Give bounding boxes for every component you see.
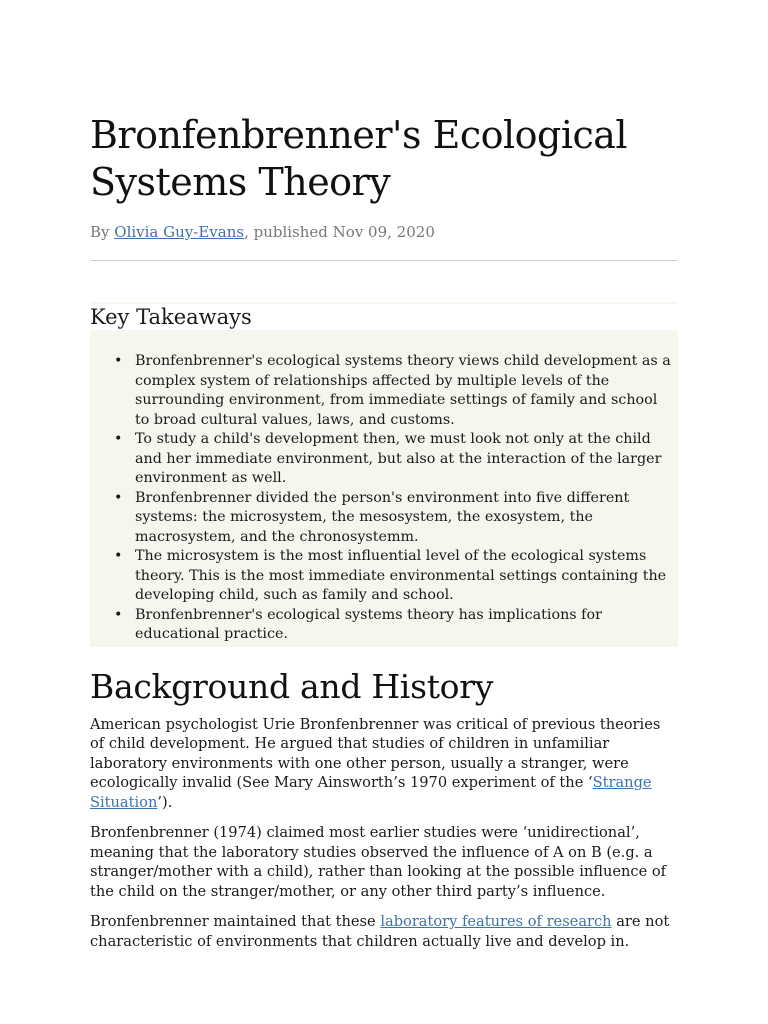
- article: [90, 112, 678, 962]
- section-heading: Background and History: [90, 666, 494, 706]
- key-takeaways-list-container: [112, 346, 678, 647]
- laboratory-features-link[interactable]: laboratory features of research: [380, 913, 612, 930]
- list-item: [112, 489, 676, 548]
- list-item-text: Bronfenbrenner's ecological systems theory has implications for educational practice.: [135, 606, 602, 642]
- bullet-icon: •: [114, 431, 123, 447]
- list-item: [112, 606, 676, 645]
- list-item: [112, 352, 676, 430]
- list-item-text: Bronfenbrenner divided the person's environment into five different systems: the microsystem, the mesosystem, the exosystem, the macrosystem, and the chronosystemm.: [135, 489, 630, 545]
- title-line-2: Systems Theory: [90, 160, 391, 204]
- byline-date: , published Nov 09, 2020: [244, 223, 435, 241]
- bullet-icon: •: [114, 606, 123, 623]
- author-link[interactable]: Olivia Guy-Evans: [114, 223, 245, 241]
- list-item-text: Bronfenbrenner's ecological systems theory views child development as a complex system of relationships affected by multiple levels of the surrounding environment, from immediate settings of family and school to broad cultural values, laws, and customs.: [135, 353, 671, 428]
- list-item-text: The microsystem is the most influential level of the ecological systems theory. This is the most immediate environmental settings containing the developing child, such as family and school.: [135, 548, 667, 603]
- key-takeaways-box: [90, 302, 678, 647]
- paragraph-3: [90, 912, 678, 951]
- paragraph-1-end: ’).: [157, 793, 173, 811]
- divider: [90, 260, 678, 261]
- list-item-text: To study a child's development then, we must look not only at the child and her immediate environment, but also at the interaction of the larger environment as well.: [135, 431, 662, 486]
- paragraph-1: [90, 715, 678, 813]
- byline-prefix: By: [90, 223, 115, 241]
- bullet-icon: •: [114, 353, 123, 369]
- bullet-icon: •: [114, 548, 123, 564]
- paragraph-3-start: Bronfenbrenner maintained that these: [90, 913, 381, 930]
- page-title: [90, 112, 678, 206]
- strange-situation-link[interactable]: Strange Situation: [90, 774, 652, 811]
- bullet-icon: •: [114, 489, 123, 506]
- paragraph-3-end: are not characteristic of environments that children actually live and develop in.: [90, 913, 670, 950]
- key-takeaways-heading: Key Takeaways: [90, 304, 678, 330]
- paragraph-2: Bronfenbrenner (1974) claimed most earlier studies were ‘unidirectional’, meaning that the laboratory studies observed the influence of A on B (e.g. a stranger/mother with a child), rather than looking at the possible influence of the child on the stranger/mother, or any other third party’s influence.: [90, 824, 667, 900]
- byline: [90, 222, 678, 242]
- title-line-1: Bronfenbrenner's Ecological: [90, 113, 628, 157]
- paragraph-1-text: American psychologist Urie Bronfenbrenner was critical of previous theories of child development. He argued that studies of children in unfamiliar laboratory environments with one other person, usually a stranger, were ecologically invalid (See Mary Ainsworth’s 1970 experiment of the ‘: [90, 715, 661, 791]
- list-item: [112, 547, 676, 606]
- key-takeaways-list: [112, 352, 676, 645]
- list-item: [112, 430, 676, 489]
